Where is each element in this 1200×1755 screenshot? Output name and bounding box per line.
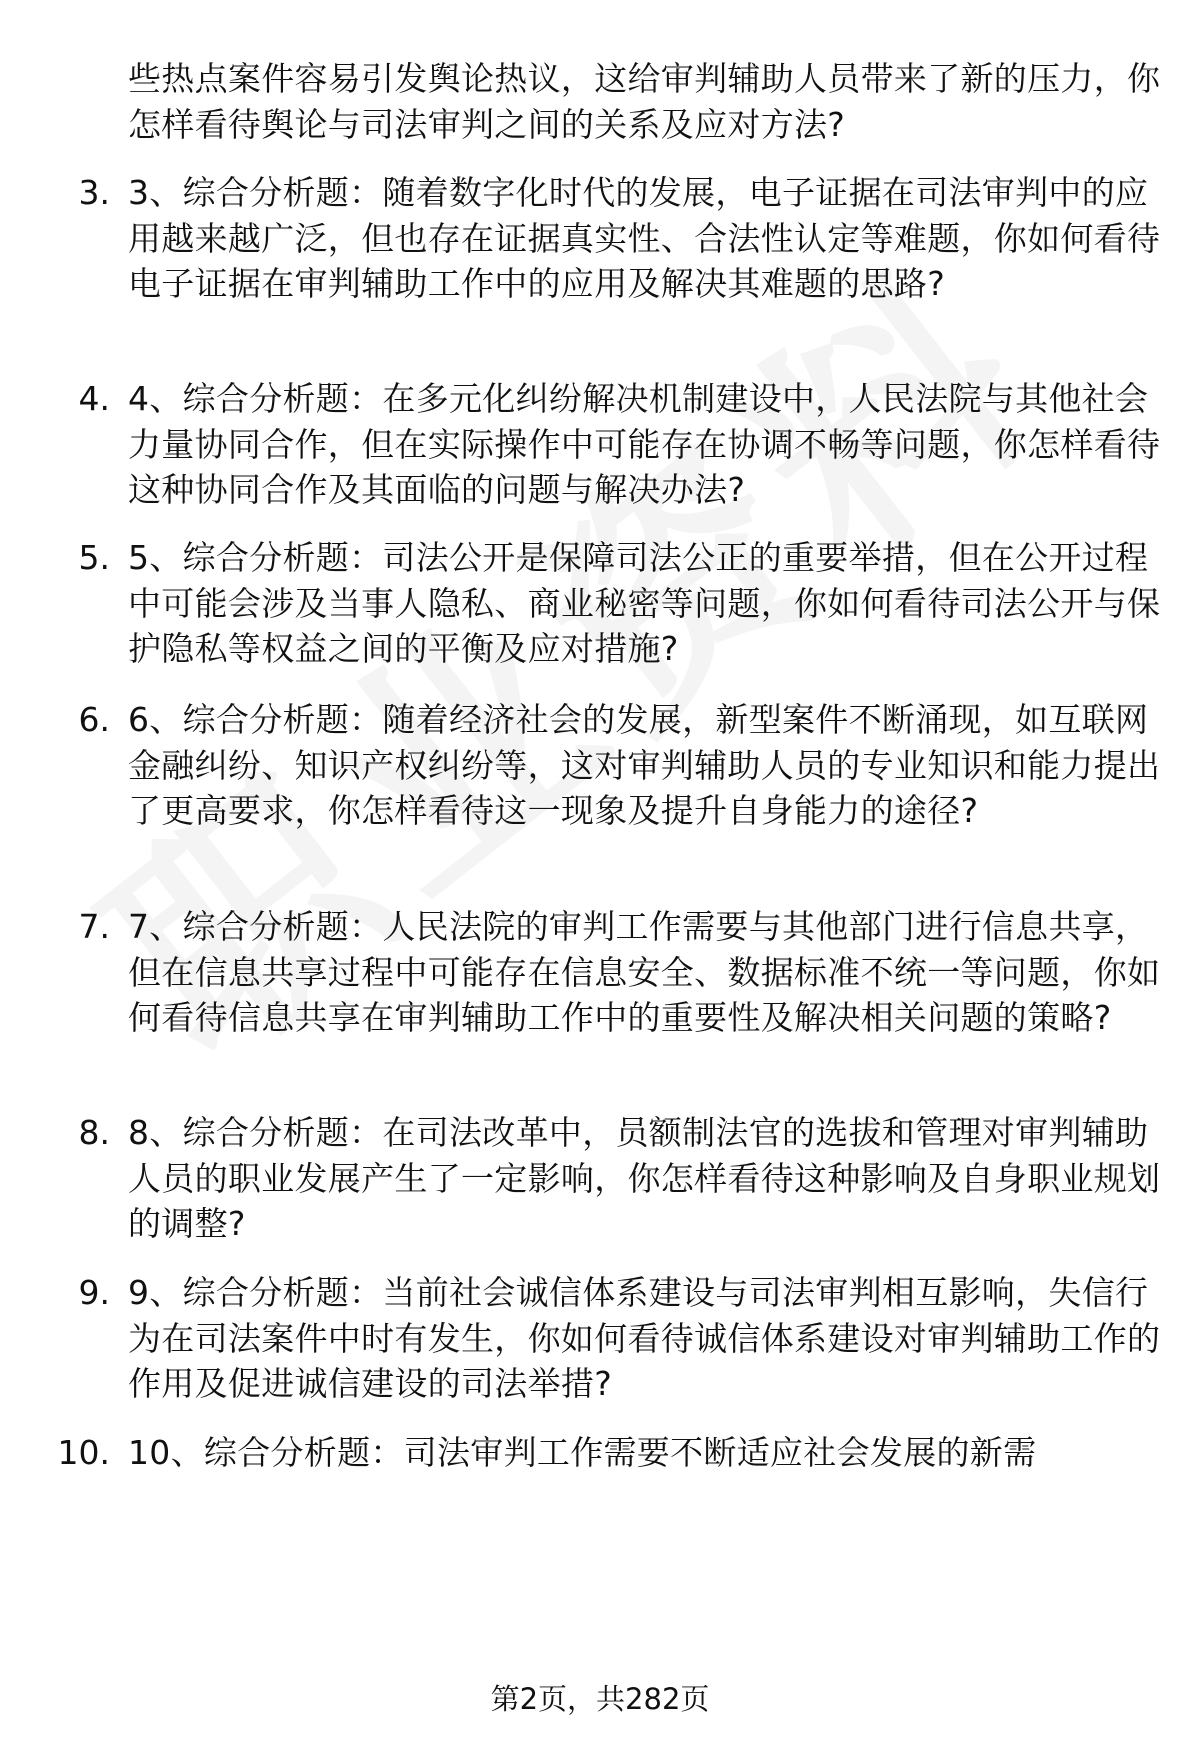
list-item: 6、综合分析题：随着经济社会的发展，新型案件不断涌现，如互联网金融纠纷、知识产权纠纷等，这对审判辅助人员的专业知识和能力提出了更高要求，你怎样看待这一现象及提升自身能力的途径?	[128, 700, 1161, 830]
list-item: 4、综合分析题：在多元化纠纷解决机制建设中，人民法院与其他社会力量协同合作，但在实际操作中可能存在协调不畅等问题，你怎样看待这种协同合作及其面临的问题与解决办法?	[128, 379, 1161, 509]
list-item: 9、综合分析题：当前社会诚信体系建设与司法审判相互影响，失信行为在司法案件中时有发生，你如何看待诚信体系建设对审判辅助工作的作用及促进诚信建设的司法举措?	[128, 1273, 1161, 1403]
item-number: 6.	[78, 700, 110, 739]
item-number: 10.	[57, 1433, 110, 1472]
list-item: 3、综合分析题：随着数字化时代的发展，电子证据在司法审判中的应用越来越广泛，但也存在证据真实性、合法性认定等难题，你如何看待电子证据在审判辅助工作中的应用及解决其难题的思路?	[128, 173, 1161, 303]
list-item: 7、综合分析题：人民法院的审判工作需要与其他部门进行信息共享，但在信息共享过程中可能存在信息安全、数据标准不统一等问题，你如何看待信息共享在审判辅助工作中的重要性及解决相关问题的策略?	[128, 907, 1161, 1037]
page-footer: 第2页，共282页	[490, 1682, 710, 1716]
item-number: 4.	[78, 379, 110, 418]
list-item: 5、综合分析题：司法公开是保障司法公正的重要举措，但在公开过程中可能会涉及当事人隐私、商业秘密等问题，你如何看待司法公开与保护隐私等权益之间的平衡及应对措施?	[128, 538, 1161, 668]
list-item: 8、综合分析题：在司法改革中，员额制法官的选拔和管理对审判辅助人员的职业发展产生了一定影响，你怎样看待这种影响及自身职业规划的调整?	[128, 1113, 1161, 1243]
intro-paragraph: 些热点案件容易引发舆论热议，这给审判辅助人员带来了新的压力，你怎样看待舆论与司法审判之间的关系及应对方法?	[128, 59, 1161, 144]
item-number: 3.	[78, 173, 110, 212]
item-number: 9.	[78, 1273, 110, 1312]
item-number: 7.	[78, 907, 110, 946]
item-number: 5.	[78, 538, 110, 577]
item-number: 8.	[78, 1113, 110, 1152]
list-item: 10、综合分析题：司法审判工作需要不断适应社会发展的新需	[128, 1433, 1037, 1472]
